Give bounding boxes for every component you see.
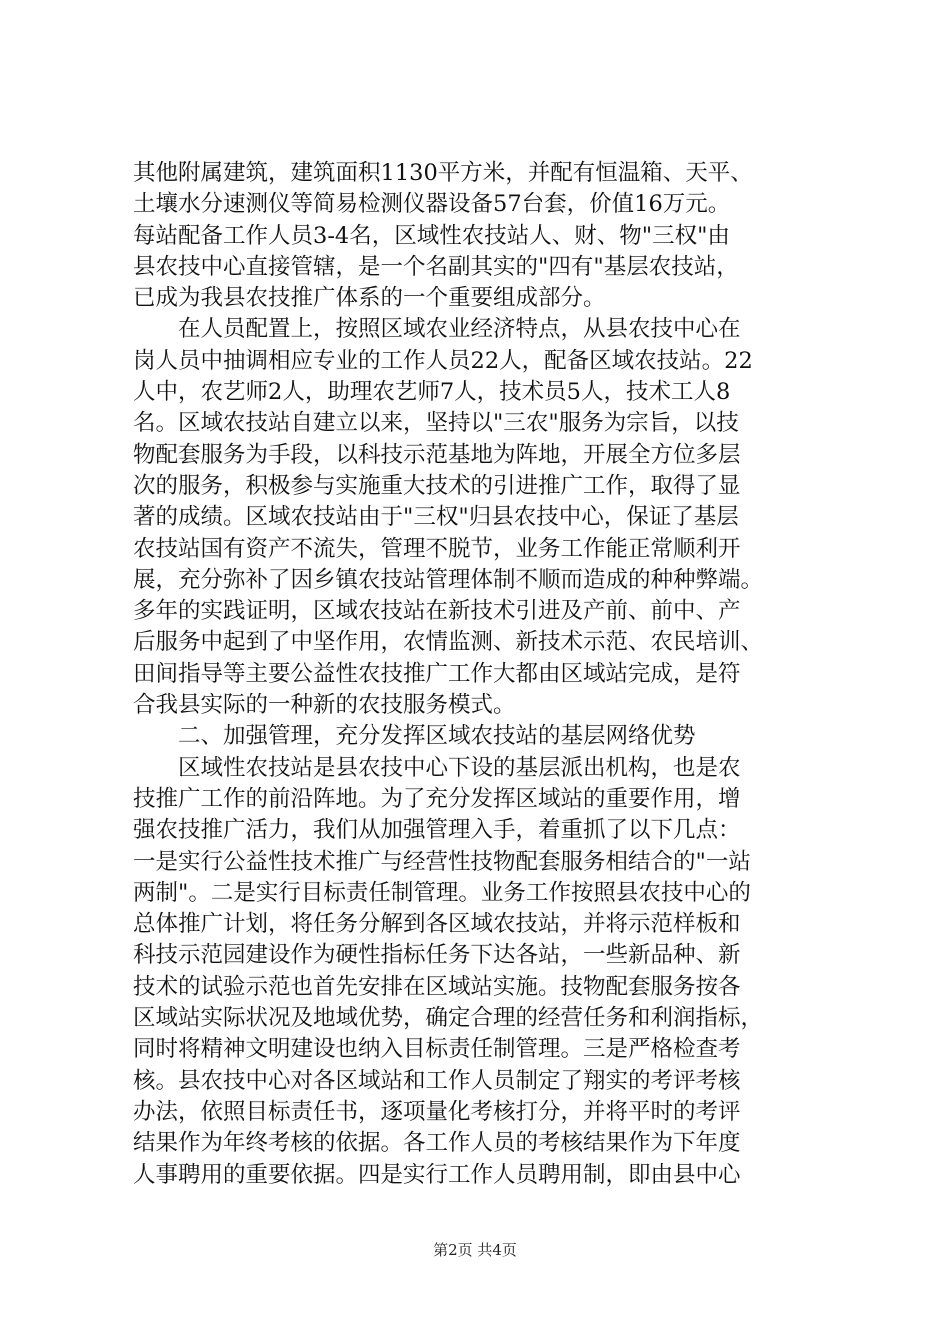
text-line: 强农技推广活力，我们从加强管理入手，着重抓了以下几点： — [133, 817, 741, 844]
text-line: 岗人员中抽调相应专业的工作人员22人，配备区域农技站。22 — [133, 347, 753, 374]
text-line: 一是实行公益性技术推广与经营性技物配套服务相结合的"一站 — [133, 848, 751, 875]
text-line: 办法，依照目标责任书，逐项量化考核打分，并将平时的考评 — [133, 1098, 741, 1125]
text-line: 结果作为年终考核的依据。各工作人员的考核结果作为下年度 — [133, 1130, 741, 1157]
text-line: 人中，农艺师2人，助理农艺师7人，技术员5人，技术工人8 — [133, 379, 731, 406]
text-line: 科技示范园建设作为硬性指标任务下达各站，一些新品种、新 — [133, 942, 741, 969]
text-line: 总体推广计划，将任务分解到各区域农技站，并将示范样板和 — [133, 911, 741, 938]
text-line: 在人员配置上，按照区域农业经济特点，从县农技中心在 — [133, 316, 741, 343]
text-line: 已成为我县农技推广体系的一个重要组成部分。 — [133, 285, 606, 312]
text-line: 多年的实践证明，区域农技站在新技术引进及产前、前中、产 — [133, 598, 741, 625]
text-line: 其他附属建筑，建筑面积1130平方米，并配有恒温箱、天平、 — [133, 160, 753, 186]
text-line: 技推广工作的前沿阵地。为了充分发挥区域站的重要作用，增 — [133, 785, 741, 812]
text-line: 次的服务，积极参与实施重大技术的引进推广工作，取得了显 — [133, 472, 741, 499]
text-line: 二、加强管理，充分发挥区域农技站的基层网络优势 — [133, 723, 696, 750]
text-line: 农技站国有资产不流失，管理不脱节，业务工作能正常顺利开 — [133, 535, 741, 562]
text-line: 名。区域农技站自建立以来，坚持以"三农"服务为宗旨，以技 — [133, 410, 739, 437]
text-line: 两制"。二是实行目标责任制管理。业务工作按照县农技中心的 — [133, 879, 751, 906]
text-line: 后服务中起到了中坚作用，农情监测、新技术示范、农民培训、 — [133, 629, 764, 656]
text-line: 著的成绩。区域农技站由于"三权"归县农技中心，保证了基层 — [133, 504, 739, 531]
text-line: 区域性农技站是县农技中心下设的基层派出机构，也是农 — [133, 754, 741, 781]
text-line: 田间指导等主要公益性农技推广工作大都由区域站完成，是符 — [133, 660, 741, 687]
text-line: 合我县实际的一种新的农技服务模式。 — [133, 692, 516, 719]
text-line: 人事聘用的重要依据。四是实行工作人员聘用制，即由县中心 — [133, 1161, 741, 1188]
text-line: 物配套服务为手段，以科技示范基地为阵地，开展全方位多层 — [133, 441, 741, 468]
document-body — [133, 158, 833, 1191]
text-line: 土壤水分速测仪等简易检测仪器设备57台套，价值16万元。 — [133, 191, 731, 218]
text-line: 同时将精神文明建设也纳入目标责任制管理。三是严格检查考 — [133, 1036, 741, 1063]
text-line: 技术的试验示范也首先安排在区域站实施。技物配套服务按各 — [133, 973, 741, 1000]
text-line: 核。县农技中心对各区域站和工作人员制定了翔实的考评考核 — [133, 1067, 741, 1094]
text-line: 展，充分弥补了因乡镇农技站管理体制不顺而造成的种种弊端。 — [133, 566, 764, 593]
text-line: 区域站实际状况及地域优势，确定合理的经营任务和利润指标， — [133, 1005, 764, 1032]
text-line: 县农技中心直接管辖，是一个名副其实的"四有"基层农技站， — [133, 253, 739, 280]
text-line: 每站配备工作人员3-4名，区域性农技站人、财、物"三权"由 — [133, 222, 730, 249]
page-footer: 第2页 共4页 — [433, 1241, 517, 1259]
